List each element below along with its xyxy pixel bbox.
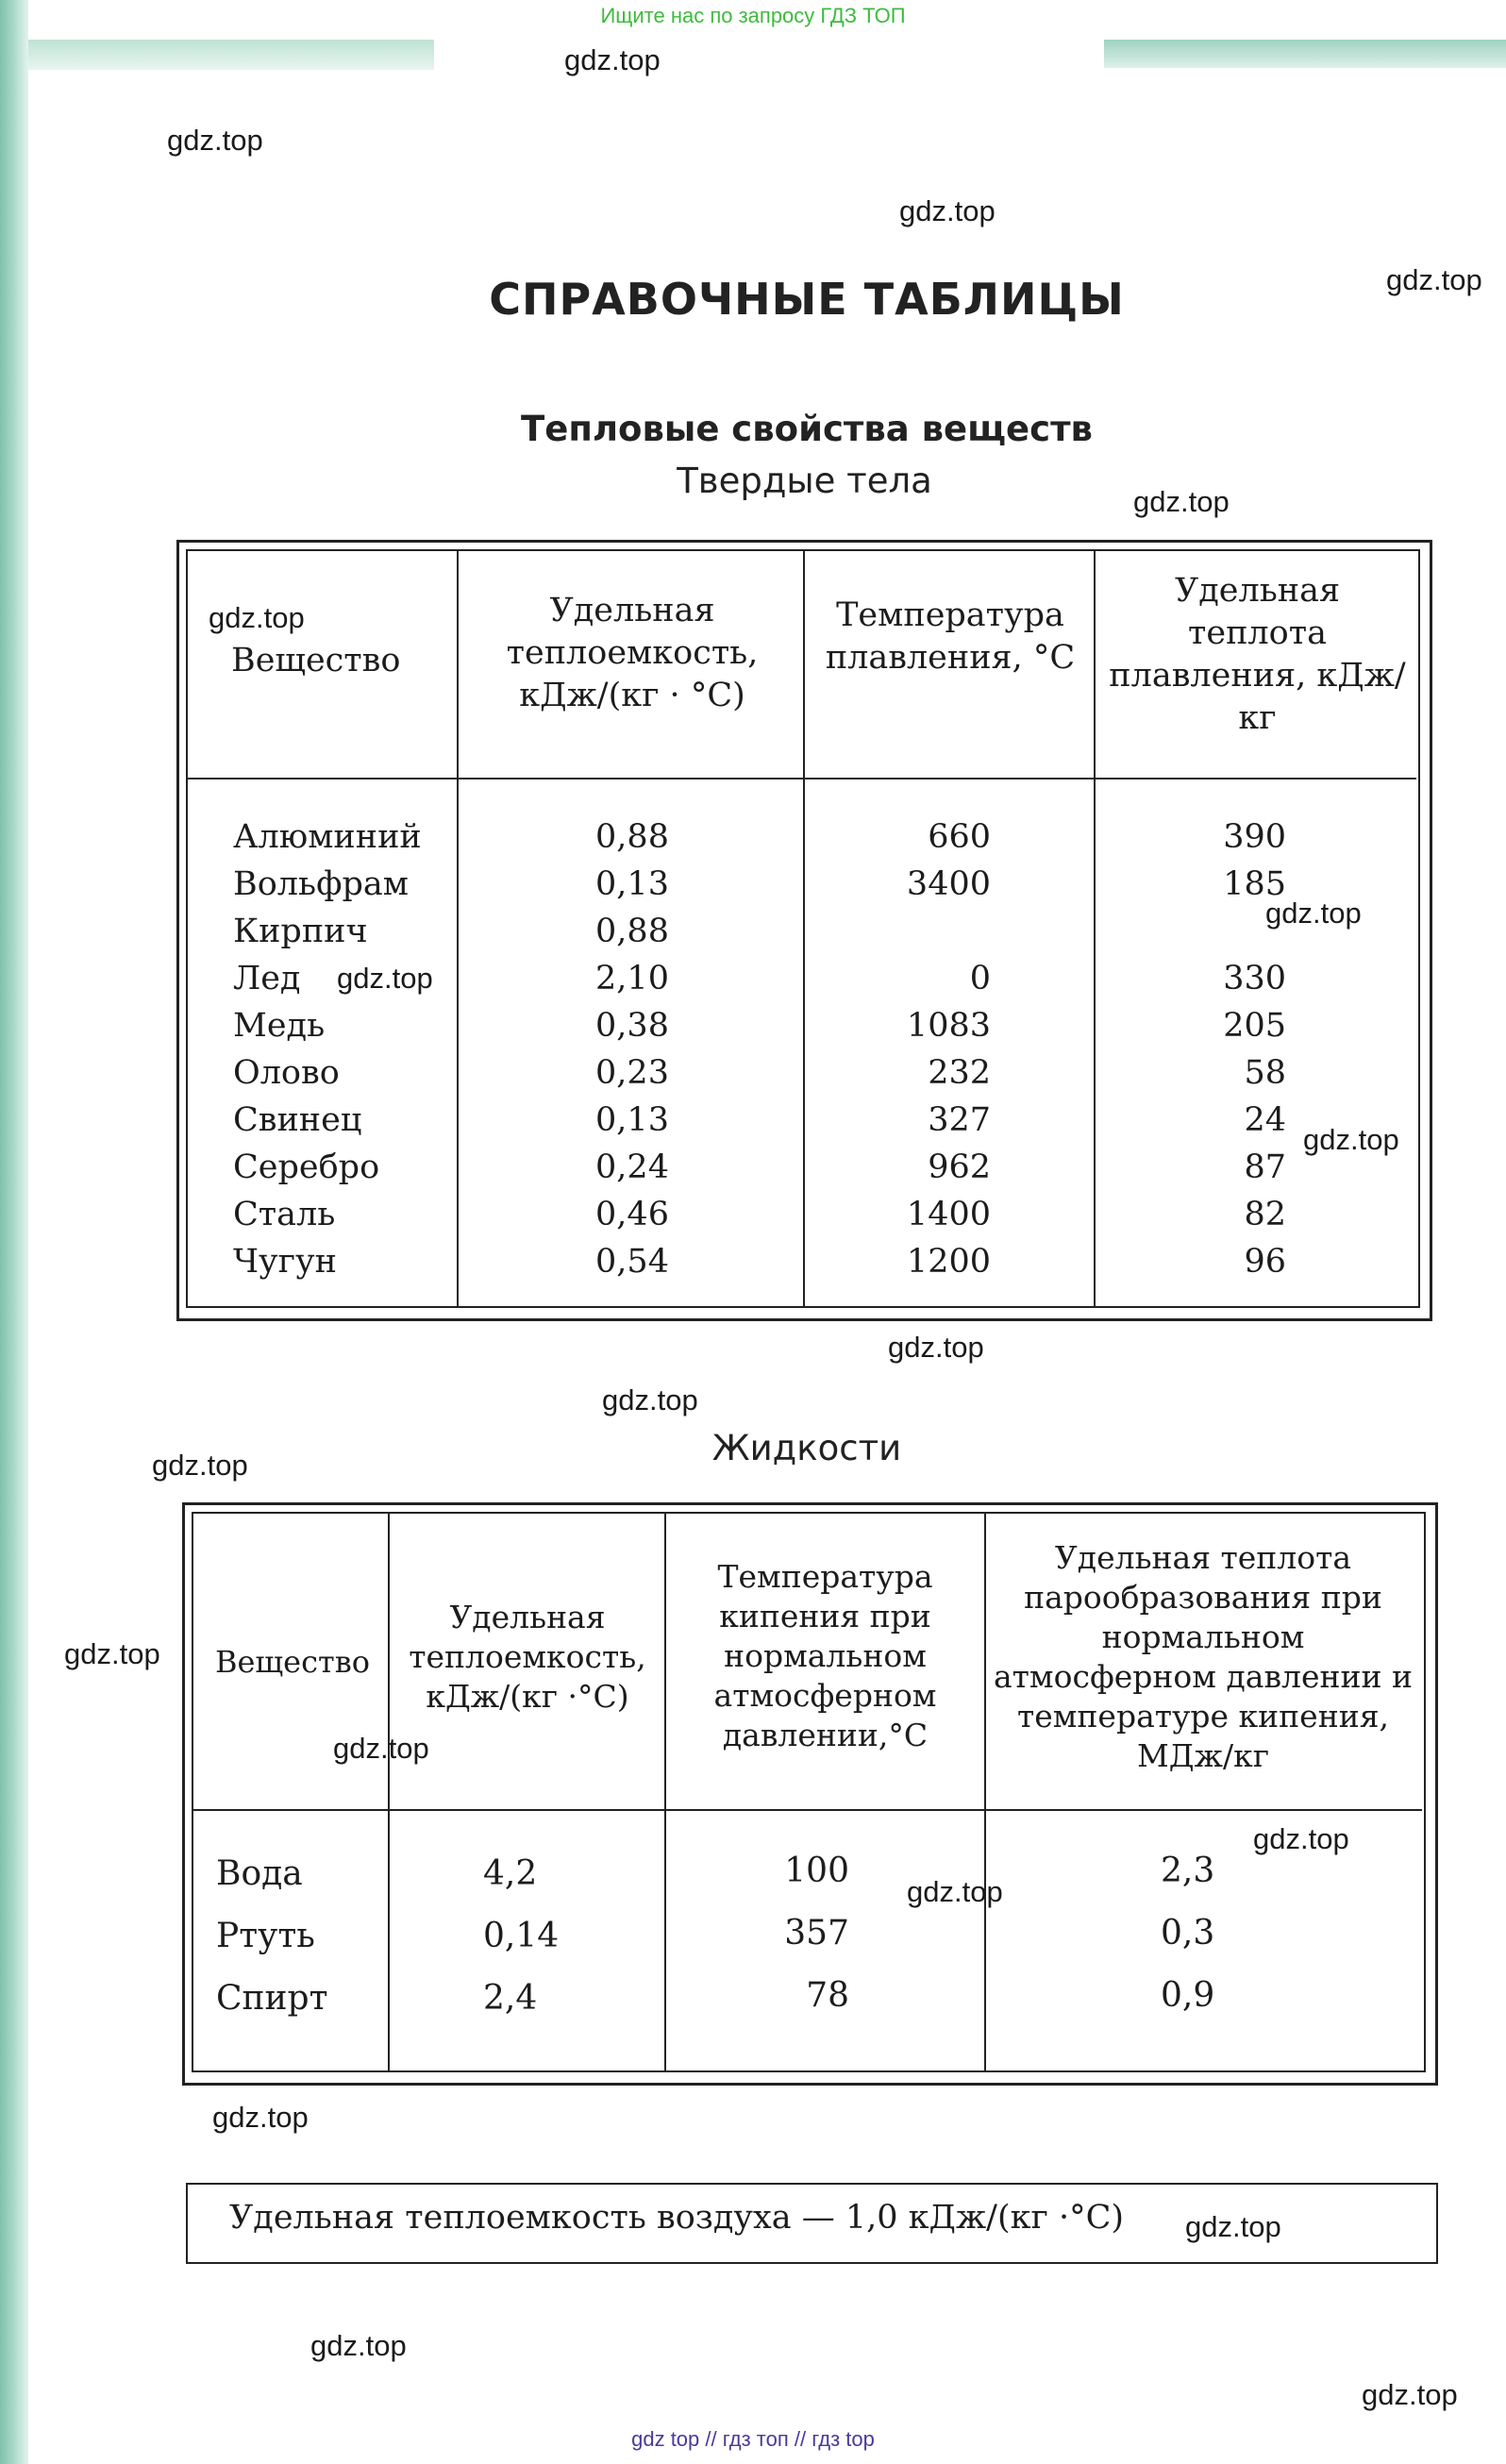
section-title: Тепловые свойства веществ — [521, 409, 1093, 449]
table-cell: 0,88 — [595, 818, 669, 856]
table-cell: 1400 — [906, 1196, 991, 1233]
table-cell: Вода — [216, 1854, 303, 1893]
watermark: gdz.top — [310, 2329, 407, 2362]
table-cell: 0,54 — [595, 1243, 669, 1281]
table-cell: Свинец — [233, 1101, 362, 1139]
air-note-text: Удельная теплоемкость воздуха — 1,0 кДж/(кг ·°С) — [229, 2199, 1125, 2237]
liquids-heat-capacity-column — [483, 1843, 606, 2030]
table-cell: 390 — [1223, 818, 1286, 856]
table-cell: 330 — [1223, 960, 1286, 997]
table-cell: Спирт — [216, 1979, 328, 2018]
table-cell: 205 — [1223, 1007, 1286, 1045]
table-cell: Олово — [233, 1054, 340, 1092]
table-cell: 0,13 — [595, 865, 669, 903]
table-cell: 82 — [1244, 1196, 1286, 1233]
search-banner[interactable]: Ищите нас по запросу ГДЗ ТОП — [600, 4, 906, 27]
liquids-boiling-point-column — [764, 1840, 849, 2027]
table-cell: 0,38 — [595, 1007, 669, 1045]
table-cell: 232 — [928, 1054, 991, 1092]
table-cell: Ртуть — [216, 1917, 315, 1955]
solids-heat-of-fusion-column — [1146, 813, 1286, 1285]
table-cell: 962 — [928, 1148, 991, 1186]
table-cell: 0,88 — [595, 913, 669, 950]
page-title: СПРАВОЧНЫЕ ТАБЛИЦЫ — [489, 274, 1125, 325]
watermark: gdz.top — [167, 124, 263, 157]
table-cell: 58 — [1244, 1054, 1286, 1092]
watermark: gdz.top — [899, 194, 996, 227]
table-cell: 0,24 — [595, 1148, 669, 1186]
top-edge-band — [1104, 40, 1506, 68]
table-cell: 87 — [1244, 1148, 1286, 1186]
table-cell: 0,23 — [595, 1054, 669, 1092]
solids-subtitle: Твердые тела — [677, 461, 932, 501]
table-cell: 0,3 — [1161, 1914, 1215, 1953]
watermark: gdz.top — [1265, 897, 1362, 930]
table-cell: 1200 — [906, 1243, 991, 1281]
top-edge-band — [28, 40, 434, 70]
liquids-heat-of-vaporization-column — [1161, 1840, 1255, 2027]
watermark: gdz.top — [907, 1875, 1003, 1908]
table-cell: Медь — [233, 1007, 326, 1045]
table-cell: 357 — [784, 1914, 849, 1953]
table-cell: 100 — [784, 1852, 849, 1890]
table-cell: Лед — [233, 960, 301, 997]
table-cell: Серебро — [233, 1148, 380, 1186]
watermark: gdz.top — [1362, 2378, 1458, 2411]
table-cell: 660 — [928, 818, 991, 856]
table-cell: 0 — [969, 960, 991, 997]
liquids-header-heat-capacity: Удельная теплоемкость, кДж/(кг ·°С) — [409, 1599, 646, 1715]
watermark: gdz.top — [888, 1331, 984, 1364]
solids-melting-point-column — [830, 813, 991, 1285]
solids-header-heat-of-fusion: Удельная теплота плавления, кДж/кг — [1109, 572, 1406, 737]
watermark: gdz.top — [1386, 263, 1482, 296]
liquids-substance-column — [216, 1843, 376, 2030]
solids-header-melting-point: Температура плавления, °С — [825, 596, 1076, 677]
table-cell: 0,14 — [483, 1917, 560, 1955]
watermark: gdz.top — [602, 1383, 698, 1416]
liquids-subtitle: Жидкости — [711, 1428, 902, 1468]
liquids-header-substance: Вещество — [214, 1644, 371, 1680]
footer-links[interactable]: gdz top // гдз топ // гдз top — [631, 2427, 875, 2451]
table-cell: 3400 — [906, 865, 991, 903]
table-cell: 78 — [806, 1976, 849, 2015]
table-cell: 327 — [928, 1101, 991, 1139]
watermark: gdz.top — [564, 43, 661, 76]
liquids-header-heat-of-vaporization: Удельная теплота парообразования при нормальном атмосферном давлении и температуре кипения, МДж/кг — [994, 1539, 1413, 1774]
table-cell: Чугун — [233, 1243, 337, 1281]
table-cell: 185 — [1223, 865, 1286, 903]
table-cell: 0,13 — [595, 1101, 669, 1139]
table-cell: 4,2 — [483, 1854, 538, 1893]
page-edge-strip — [0, 0, 28, 2464]
solids-substance-column — [233, 813, 450, 1285]
table-cell: Вольфрам — [233, 865, 409, 903]
watermark: gdz.top — [333, 1732, 429, 1765]
table-cell: 2,10 — [595, 960, 669, 997]
solids-header-substance: Вещество — [231, 642, 401, 679]
table-cell: 1083 — [906, 1007, 991, 1045]
table-cell: 0,46 — [595, 1196, 669, 1233]
table-cell: 0,9 — [1161, 1976, 1215, 2015]
watermark: gdz.top — [152, 1449, 248, 1482]
table-cell: Сталь — [233, 1196, 336, 1233]
solids-header-heat-capacity: Удельная теплоемкость, кДж/(кг · °С) — [506, 592, 759, 714]
table-cell: Алюминий — [233, 818, 422, 856]
table-cell: 2,3 — [1161, 1852, 1215, 1890]
watermark: gdz.top — [209, 601, 305, 634]
solids-heat-capacity-column — [557, 813, 708, 1285]
watermark: gdz.top — [1133, 485, 1230, 518]
watermark: gdz.top — [1185, 2210, 1281, 2243]
watermark: gdz.top — [1303, 1123, 1399, 1156]
table-cell — [830, 908, 991, 955]
watermark: gdz.top — [1253, 1822, 1349, 1855]
table-cell: 2,4 — [483, 1979, 538, 2018]
table-cell: Кирпич — [233, 913, 368, 950]
table-cell: 24 — [1244, 1101, 1286, 1139]
table-cell: 96 — [1244, 1243, 1286, 1281]
watermark: gdz.top — [212, 2101, 309, 2134]
watermark: gdz.top — [64, 1637, 160, 1670]
watermark: gdz.top — [337, 962, 433, 995]
liquids-header-boiling-point: Температура кипения при нормальном атмосферном давлении,°С — [713, 1558, 937, 1753]
